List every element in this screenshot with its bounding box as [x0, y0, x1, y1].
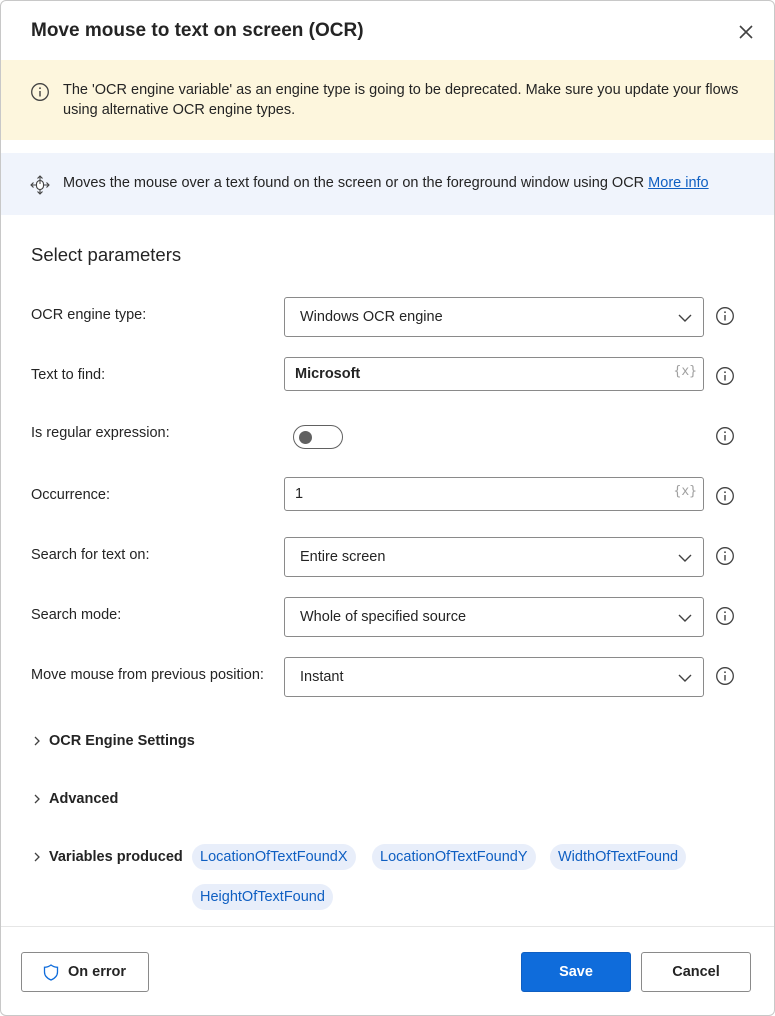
text-to-find-input[interactable]	[284, 357, 704, 391]
occurrence-label: Occurrence:	[31, 487, 110, 503]
dialog-title: Move mouse to text on screen (OCR)	[31, 20, 364, 41]
search-mode-dropdown[interactable]	[284, 597, 704, 637]
advanced-toggle[interactable]	[31, 791, 118, 807]
ocr-engine-settings-toggle[interactable]	[31, 733, 195, 749]
search-mode-label: Search mode:	[31, 607, 122, 623]
shield-icon	[43, 964, 59, 981]
move-mouse-dropdown[interactable]	[284, 657, 704, 697]
info-icon	[715, 666, 735, 686]
toggle-knob	[299, 431, 312, 444]
text-to-find-info-button[interactable]	[715, 366, 735, 386]
chevron-down-icon	[677, 310, 693, 326]
variable-chip[interactable]: LocationOfTextFoundY	[372, 844, 536, 870]
is-regex-toggle[interactable]	[293, 425, 343, 449]
info-icon	[715, 546, 735, 566]
info-icon	[715, 486, 735, 506]
search-mode-value: Whole of specified source	[300, 609, 467, 625]
text-to-find-value: Microsoft	[295, 366, 361, 382]
move-mouse-label: Move mouse from previous position:	[31, 667, 264, 683]
move-mouse-info-button[interactable]	[715, 666, 735, 686]
variable-chip[interactable]: LocationOfTextFoundX	[192, 844, 356, 870]
save-button[interactable]: Save	[521, 952, 631, 992]
chevron-right-icon	[31, 793, 43, 805]
chevron-down-icon	[677, 610, 693, 626]
search-mode-info-button[interactable]	[715, 606, 735, 626]
chevron-down-icon	[677, 670, 693, 686]
info-icon	[715, 426, 735, 446]
chevron-right-icon	[31, 735, 43, 747]
info-icon	[715, 606, 735, 626]
occurrence-input[interactable]	[284, 477, 704, 511]
on-error-label: On error	[68, 964, 127, 980]
text-to-find-label: Text to find:	[31, 367, 106, 383]
description-sentence: Moves the mouse over a text found on the screen or on the foreground window using OCR	[63, 175, 645, 191]
cancel-button[interactable]: Cancel	[641, 952, 751, 992]
more-info-link[interactable]: More info	[648, 175, 709, 191]
search-on-info-button[interactable]	[715, 546, 735, 566]
occurrence-info-button[interactable]	[715, 486, 735, 506]
ocr-engine-settings-label: OCR Engine Settings	[49, 733, 195, 749]
close-icon	[734, 20, 758, 44]
move-mouse-icon	[30, 175, 50, 195]
is-regex-info-button[interactable]	[715, 426, 735, 446]
info-icon	[715, 306, 735, 326]
info-icon	[30, 82, 50, 102]
description-text	[63, 175, 709, 191]
ocr-engine-type-label: OCR engine type:	[31, 307, 147, 323]
footer-divider	[1, 926, 774, 927]
ocr-engine-type-value: Windows OCR engine	[300, 309, 443, 325]
is-regex-label: Is regular expression:	[31, 425, 170, 441]
chevron-right-icon	[31, 851, 43, 863]
chevron-down-icon	[677, 550, 693, 566]
move-mouse-value: Instant	[300, 669, 344, 685]
advanced-label: Advanced	[49, 791, 119, 807]
variable-chip[interactable]: HeightOfTextFound	[192, 884, 333, 910]
search-on-value: Entire screen	[300, 549, 386, 565]
on-error-button[interactable]	[21, 952, 149, 992]
variable-chip[interactable]: WidthOfTextFound	[550, 844, 686, 870]
search-on-dropdown[interactable]	[284, 537, 704, 577]
occurrence-value: 1	[295, 486, 304, 502]
deprecation-warning-banner	[1, 60, 774, 140]
description-banner	[1, 153, 774, 215]
ocr-engine-type-dropdown[interactable]	[284, 297, 704, 337]
ocr-engine-type-info-button[interactable]	[715, 306, 735, 326]
variable-picker-icon[interactable]: {x}	[673, 364, 697, 379]
variables-produced-toggle[interactable]	[31, 849, 183, 865]
info-icon	[715, 366, 735, 386]
close-button[interactable]	[734, 20, 758, 44]
section-title: Select parameters	[31, 244, 182, 265]
warning-text: The 'OCR engine variable' as an engine type is going to be deprecated. Make sure you update your flows using alternative OCR engine types.	[63, 82, 739, 118]
search-on-label: Search for text on:	[31, 547, 150, 563]
variable-picker-icon[interactable]: {x}	[673, 484, 697, 499]
variables-produced-label: Variables produced	[49, 849, 183, 865]
